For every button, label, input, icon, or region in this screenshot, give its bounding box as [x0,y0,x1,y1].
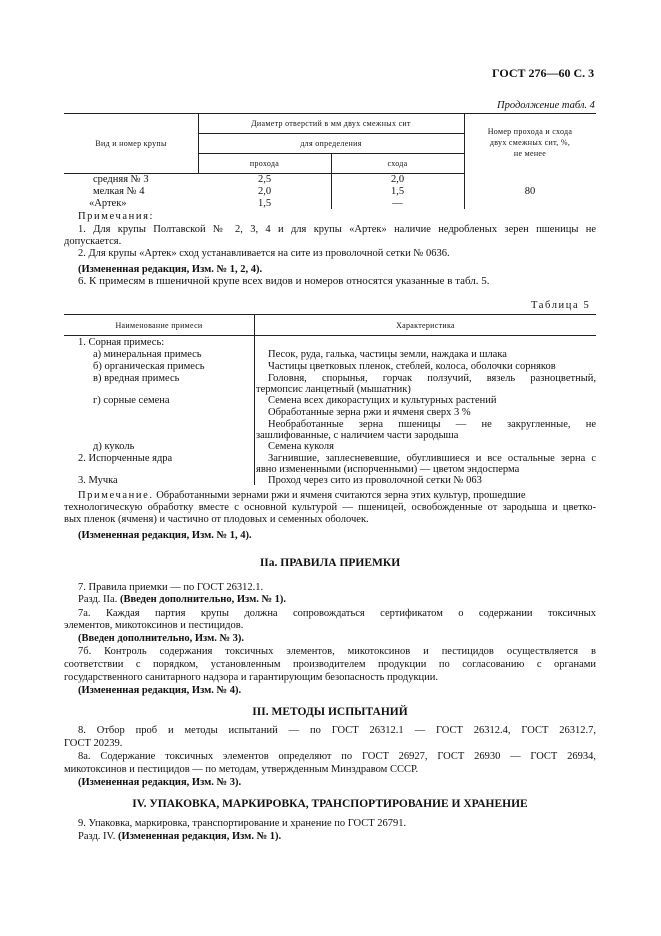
table-cell: б) органическая примесь [93,361,205,372]
section-note [78,593,286,606]
revision-note: (Измененная редакция, Изм. № 1). [118,831,282,842]
table-rule [64,314,596,315]
paragraph-7a: элементов, микотоксинов и пестицидов. [64,620,244,631]
table-cell: «Артек» [89,198,127,209]
section-heading: IV. УПАКОВКА, МАРКИРОВКА, ТРАНСПОРТИРОВАНИЕ И ХРАНЕНИЕ [132,798,528,810]
paragraph-7b: 7б. Контроль содержания токсичных элементов, микотоксинов и пестицидов осуществляется в [78,646,596,657]
note-text: вых пленок (ячменя) и частично от плодовых и семенных оболочек. [64,514,369,525]
table-cell: термопсис ланцетный (мышатник) [256,384,411,395]
table-cell: — [392,198,403,209]
table-cell: 2. Испорченные ядра [78,453,173,464]
column-header: Номер прохода и схода [487,127,573,136]
table-cell: Проход через сито из проволочной сетки № 063 [268,475,482,486]
table-cell: средняя № 3 [93,174,149,185]
table-cell: 80 [524,186,536,197]
table-continuation-label: Продолжение табл. 4 [497,100,595,111]
paragraph-7b: государственного санитарного надзора и гарантирующим безопасность продукции. [64,672,439,683]
revision-note: (Измененная редакция, Изм. № 1, 4). [78,530,252,541]
table-cell: г) сорные семена [93,395,170,406]
table-cell: Семена всех дикорастущих и культурных растений [268,395,497,406]
revision-note: (Введен дополнительно, Изм. № 3). [78,633,245,644]
table-rule [254,314,255,485]
doc-header: ГОСТ 276—60 С. 3 [492,66,595,80]
table-cell: 3. Мучка [78,475,118,486]
section-ref: Разд. IIа. [78,594,118,605]
revision-note: (Измененная редакция, Изм. № 3). [78,777,242,788]
table-cell: Загнившие, заплесневевшие, обуглившиеся и все остальные зерна с [268,453,596,464]
table-cell: Песок, руда, галька, частицы земли, наждака и шлака [268,349,507,360]
revision-note: (Измененная редакция, Изм. № 1, 2, 4). [78,264,263,275]
note-text: допускается. [64,236,122,247]
paragraph-7b: соответствии с порядком, установленным производителем продукции по согласованию с органами [64,659,596,670]
table-cell: Необработанные зерна пшеницы — не закругленные, не [268,419,596,430]
table-cell: Обработанные зерна ржи и ячменя сверх 3 % [268,407,471,418]
table-cell: Головня, спорынья, горчак ползучий, вязель разноцветный, [268,373,596,384]
table-cell: 2,5 [257,174,272,185]
section-note [78,830,281,843]
note-text: Обработанными зернами ржи и ячменя считаются зерна этих культур, прошедшие [156,490,526,501]
note-text: 1. Для крупы Полтавской № 2, 3, 4 и для крупы «Артек» наличие недробленых зерен пшеницы не [78,224,596,235]
column-header: прохода [249,159,280,168]
paragraph-8: ГОСТ 20239. [64,738,123,749]
paragraph-8a: микотоксинов и пестицидов — по методам, утвержденным Минздравом СССР. [64,764,419,775]
table-cell: 1,5 [257,198,272,209]
table-cell: мелкая № 4 [93,186,145,197]
table-cell: явно измененными (испорченными) — цветом эндосперма [256,464,520,475]
table-label: Таблица 5 [531,300,591,311]
paragraph-7: 7. Правила приемки — по ГОСТ 26312.1. [78,582,264,593]
note-text: 2. Для крупы «Артек» сход устанавливается на сите из проволочной сетки № 0636. [78,248,450,259]
revision-note: (Измененная редакция, Изм. № 4). [78,685,242,696]
notes-title: Примечания: [78,211,155,222]
column-header: Вид и номер крупы [95,139,167,148]
note-label: Примечание. [78,490,154,501]
table-rule [64,113,596,114]
table-rule [198,133,464,134]
paragraph-9: 9. Упаковка, маркировка, транспортирование и хранение по ГОСТ 26791. [78,818,407,829]
column-header: Наименование примеси [115,321,203,330]
paragraph-6: 6. К примесям в пшеничной крупе всех видов и номеров относятся указанные в табл. 5. [78,275,490,287]
table-cell: а) минеральная примесь [93,349,202,360]
section-ref: Разд. IV. [78,831,116,842]
column-header: двух смежных сит, %, [489,138,571,147]
table-cell: 2,0 [390,174,405,185]
column-header: схода [387,159,408,168]
column-header: Характеристика [396,321,455,330]
table-cell: д) куколь [93,441,135,452]
paragraph-8: 8. Отбор проб и методы испытаний — по ГОСТ 26312.1 — ГОСТ 26312.4, ГОСТ 26312.7, [78,725,596,736]
paragraph-8a: 8а. Содержание токсичных элементов определяют по ГОСТ 26927, ГОСТ 26930 — ГОСТ 26934, [78,751,596,762]
column-header: Диаметр отверстий в мм двух смежных сит [251,119,411,128]
section-heading: IIа. ПРАВИЛА ПРИЕМКИ [259,557,401,569]
table-cell: зашлифованные, с наличием части зародыша [256,430,459,441]
table-cell: Частицы цветковых пленок, стеблей, колоса, оболочки сорняков [268,361,556,372]
note-text: технологическую обработку вместе с основной культурой — пшеницей, освобожденные от зародыша и цветко- [64,502,596,513]
table-cell: в) вредная примесь [93,373,180,384]
table-cell: 1. Сорная примесь: [78,337,165,348]
paragraph-7a: 7а. Каждая партия крупы должна сопровождаться сертификатом о содержании токсичных [78,608,596,619]
column-header: не менее [513,149,547,158]
table-cell: Семена куколя [268,441,334,452]
revision-note: (Введен дополнительно, Изм. № 1). [119,594,287,605]
table-cell: 2,0 [257,186,272,197]
section-heading: III. МЕТОДЫ ИСПЫТАНИЙ [252,706,408,718]
table-cell: 1,5 [390,186,405,197]
column-subheader: для определения [300,139,362,148]
